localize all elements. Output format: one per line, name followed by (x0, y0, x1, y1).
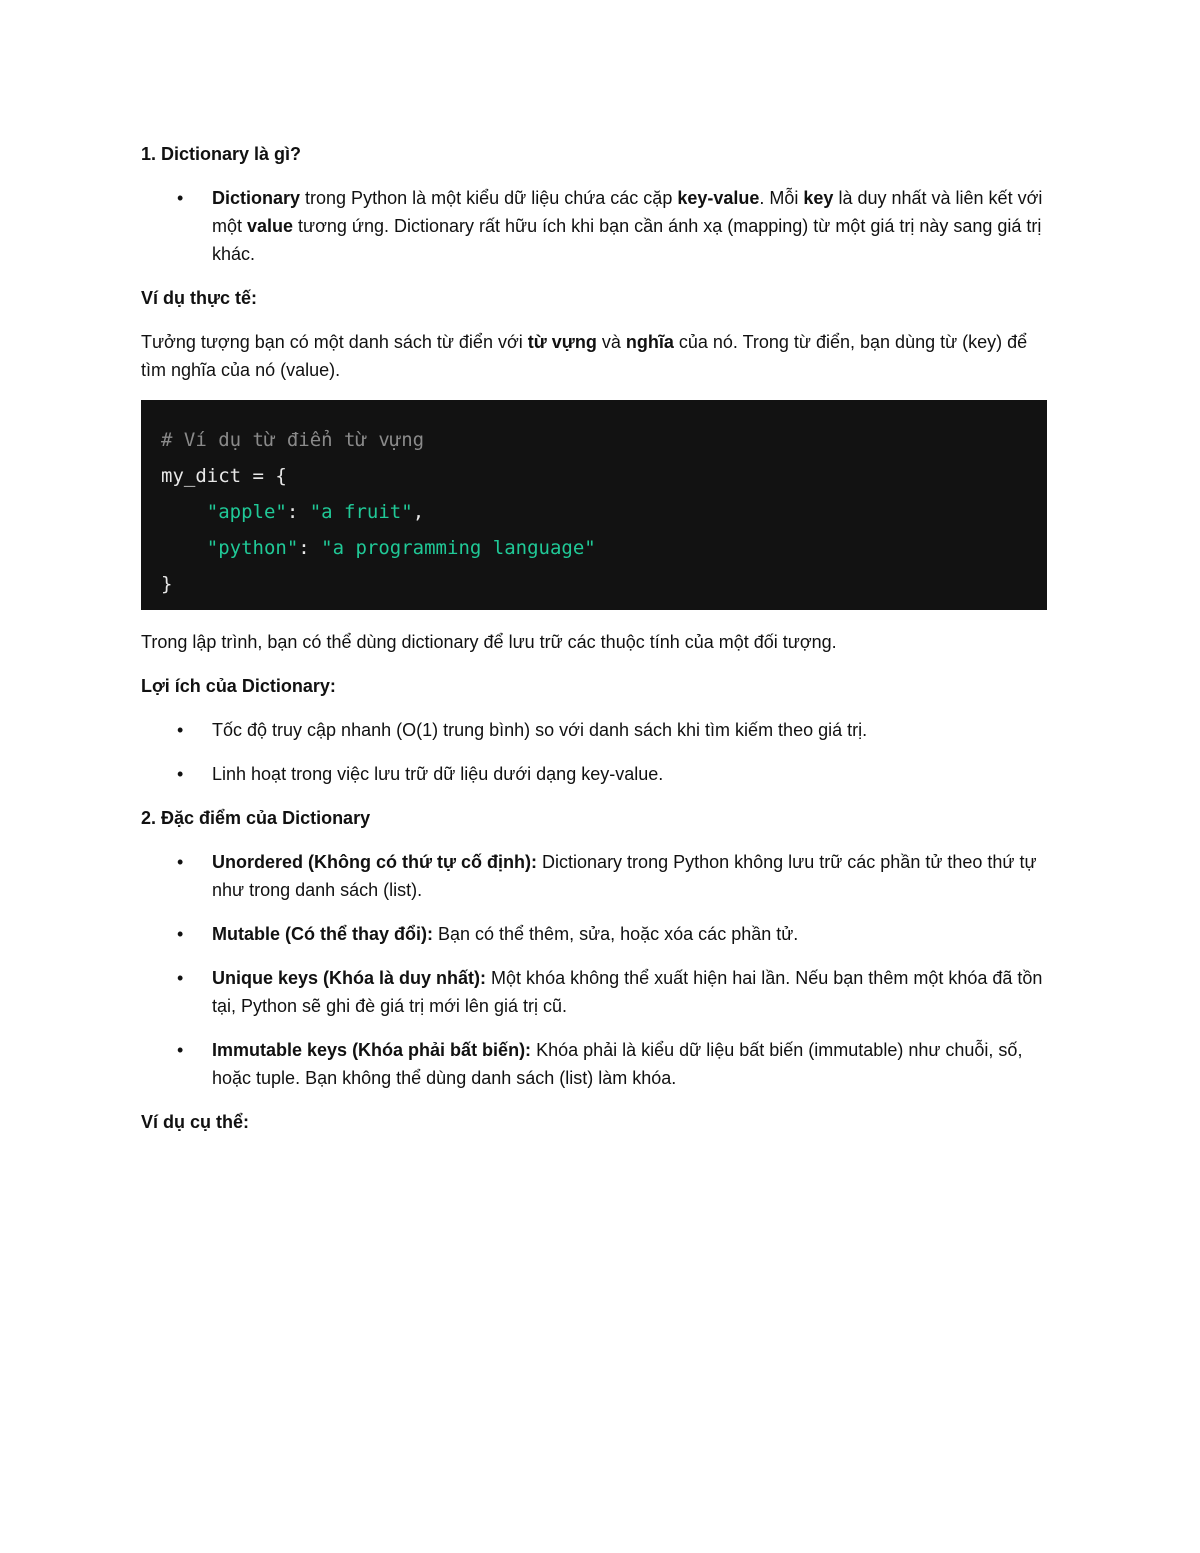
list-item: • Dictionary trong Python là một kiểu dữ liệu chứa các cặp key-value. Mỗi key là duy nhất và liên kết với một value tương ứng. Dictionary rất hữu ích khi bạn cần ánh xạ (mapping) từ một giá trị này sang giá trị khác. (141, 184, 1056, 268)
code-block (141, 400, 1047, 610)
bullet-icon: • (177, 968, 184, 988)
bullet-icon: • (177, 852, 184, 872)
section2-title: 2. Đặc điểm của Dictionary (141, 808, 371, 828)
bullet-icon: • (177, 924, 184, 944)
bullet-icon: • (177, 188, 184, 208)
term: Dictionary (212, 188, 301, 208)
code-comment: # Ví dụ từ điển từ vựng (161, 429, 425, 451)
document-page (141, 140, 1056, 1136)
list-item: • Unordered (Không có thứ tự cố định): Dictionary trong Python không lưu trữ các phần tử theo thứ tự như trong danh sách (list). (141, 848, 1056, 904)
section1-title: 1. Dictionary là gì? (141, 144, 302, 164)
benefits-list (141, 716, 1056, 788)
definition-list (141, 184, 1056, 268)
list-item: • Mutable (Có thể thay đổi): Bạn có thể thêm, sửa, hoặc xóa các phần tử. (141, 920, 1056, 948)
features-list (141, 848, 1056, 1092)
bullet-icon: • (177, 1040, 184, 1060)
example-paragraph: Tưởng tượng bạn có một danh sách từ điển với từ vựng và nghĩa của nó. Trong từ điển, bạn dùng từ (key) để tìm nghĩa của nó (value). (141, 332, 1028, 380)
list-item: • Unique keys (Khóa là duy nhất): Một khóa không thể xuất hiện hai lần. Nếu bạn thêm một khóa đã tồn tại, Python sẽ ghi đè giá trị mới lên giá trị cũ. (141, 964, 1056, 1020)
list-item: • Linh hoạt trong việc lưu trữ dữ liệu dưới dạng key-value. (141, 760, 1056, 788)
after-code-paragraph: Trong lập trình, bạn có thể dùng dictionary để lưu trữ các thuộc tính của một đối tượng. (141, 632, 837, 652)
code-line: "apple": "a fruit", (206, 501, 425, 523)
code-line: "python": "a programming language" (206, 537, 596, 559)
code-line: } (161, 573, 173, 595)
list-item: • Tốc độ truy cập nhanh (O(1) trung bình) so với danh sách khi tìm kiếm theo giá trị. (141, 716, 1056, 744)
code-line: my_dict = { (161, 465, 287, 487)
bullet-icon: • (177, 764, 184, 784)
benefits-heading: Lợi ích của Dictionary: (141, 676, 336, 696)
list-item: • Immutable keys (Khóa phải bất biến): Khóa phải là kiểu dữ liệu bất biến (immutable) như chuỗi, số, hoặc tuple. Bạn không thể dùng danh sách (list) làm khóa. (141, 1036, 1056, 1092)
specific-example-heading: Ví dụ cụ thể: (141, 1112, 249, 1132)
bullet-icon: • (177, 720, 184, 740)
example-heading: Ví dụ thực tế: (141, 288, 258, 308)
